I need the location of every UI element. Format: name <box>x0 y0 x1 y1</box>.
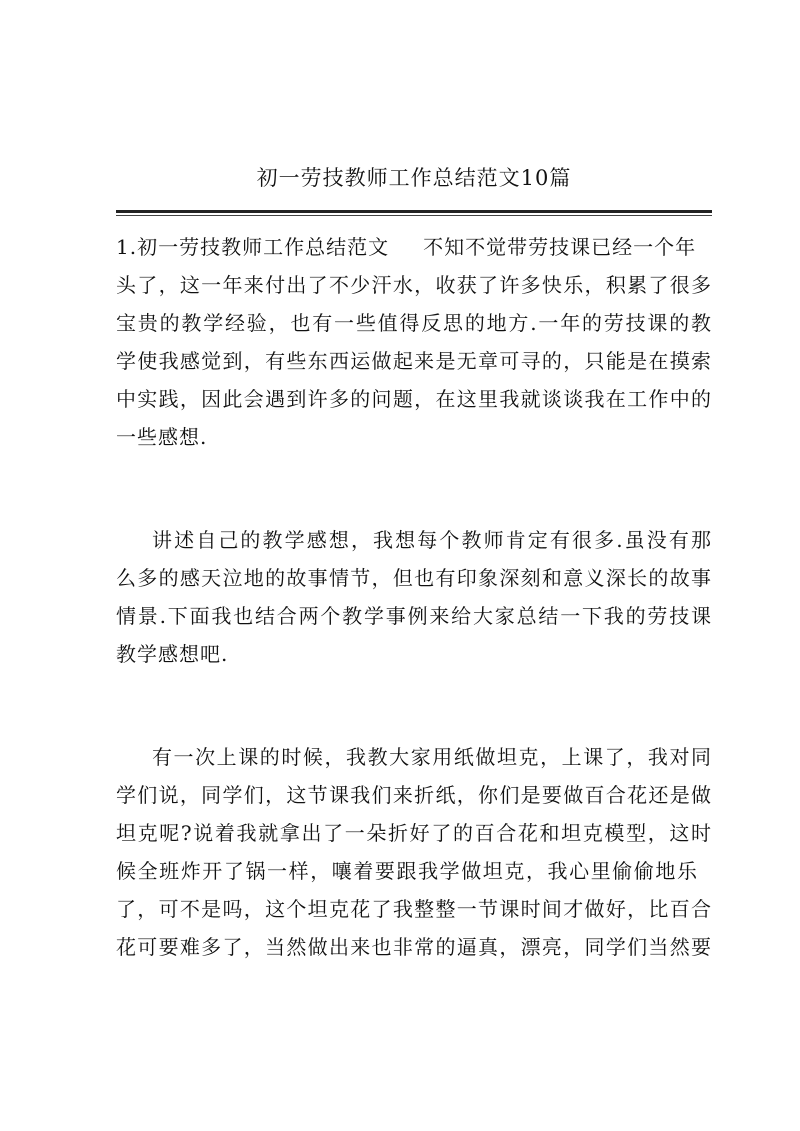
paragraph-1-heading: 1.初一劳技教师工作总结范文 <box>116 235 390 259</box>
paragraph-3-line-5: 了，可不是吗，这个坦克花了我整整一节课时间才做好，比百合 <box>116 897 712 921</box>
paragraph-3-line-4: 候全班炸开了锅一样，嚷着要跟我学做坦克，我心里偷偷地乐 <box>116 859 698 883</box>
paragraph-1-line-2: 头了，这一年来付出了不少汗水，收获了许多快乐，积累了很多 <box>116 273 712 297</box>
paragraph-1-line-5: 中实践，因此会遇到许多的问题，在这里我就谈谈我在工作中的 <box>116 387 712 411</box>
paragraph-2-line-1: 讲述自己的教学感想，我想每个教师肯定有很多.虽没有那 <box>152 528 712 552</box>
title-rule-thick <box>116 210 712 213</box>
paragraph-1-line-3: 宝贵的教学经验，也有一些值得反思的地方.一年的劳技课的教 <box>116 311 712 335</box>
paragraph-3-line-1: 有一次上课的时候，我教大家用纸做坦克，上课了，我对同 <box>152 745 712 769</box>
paragraph-2-line-4: 教学感想吧. <box>116 642 229 666</box>
paragraph-1-line-1 <box>116 235 712 259</box>
paragraph-3-line-6: 花可要难多了，当然做出来也非常的逼真，漂亮，同学们当然要 <box>116 935 712 959</box>
title-rule-thin <box>116 215 712 216</box>
paragraph-3-line-2: 学们说，同学们，这节课我们来折纸，你们是要做百合花还是做 <box>116 783 712 807</box>
paragraph-2-line-2: 么多的感天泣地的故事情节，但也有印象深刻和意义深长的故事 <box>116 566 712 590</box>
paragraph-3-line-3: 坦克呢?说着我就拿出了一朵折好了的百合花和坦克模型，这时 <box>116 821 712 845</box>
paragraph-2-line-3: 情景.下面我也结合两个教学事例来给大家总结一下我的劳技课 <box>116 604 712 628</box>
paragraph-1-line-6: 一些感想. <box>116 425 208 449</box>
paragraph-1-line-4: 学使我感觉到，有些东西运做起来是无章可寻的，只能是在摸索 <box>116 349 712 373</box>
paragraph-1-line-1-text: 不知不觉带劳技课已经一个年 <box>423 235 697 259</box>
document-title: 初一劳技教师工作总结范文10篇 <box>256 166 572 190</box>
